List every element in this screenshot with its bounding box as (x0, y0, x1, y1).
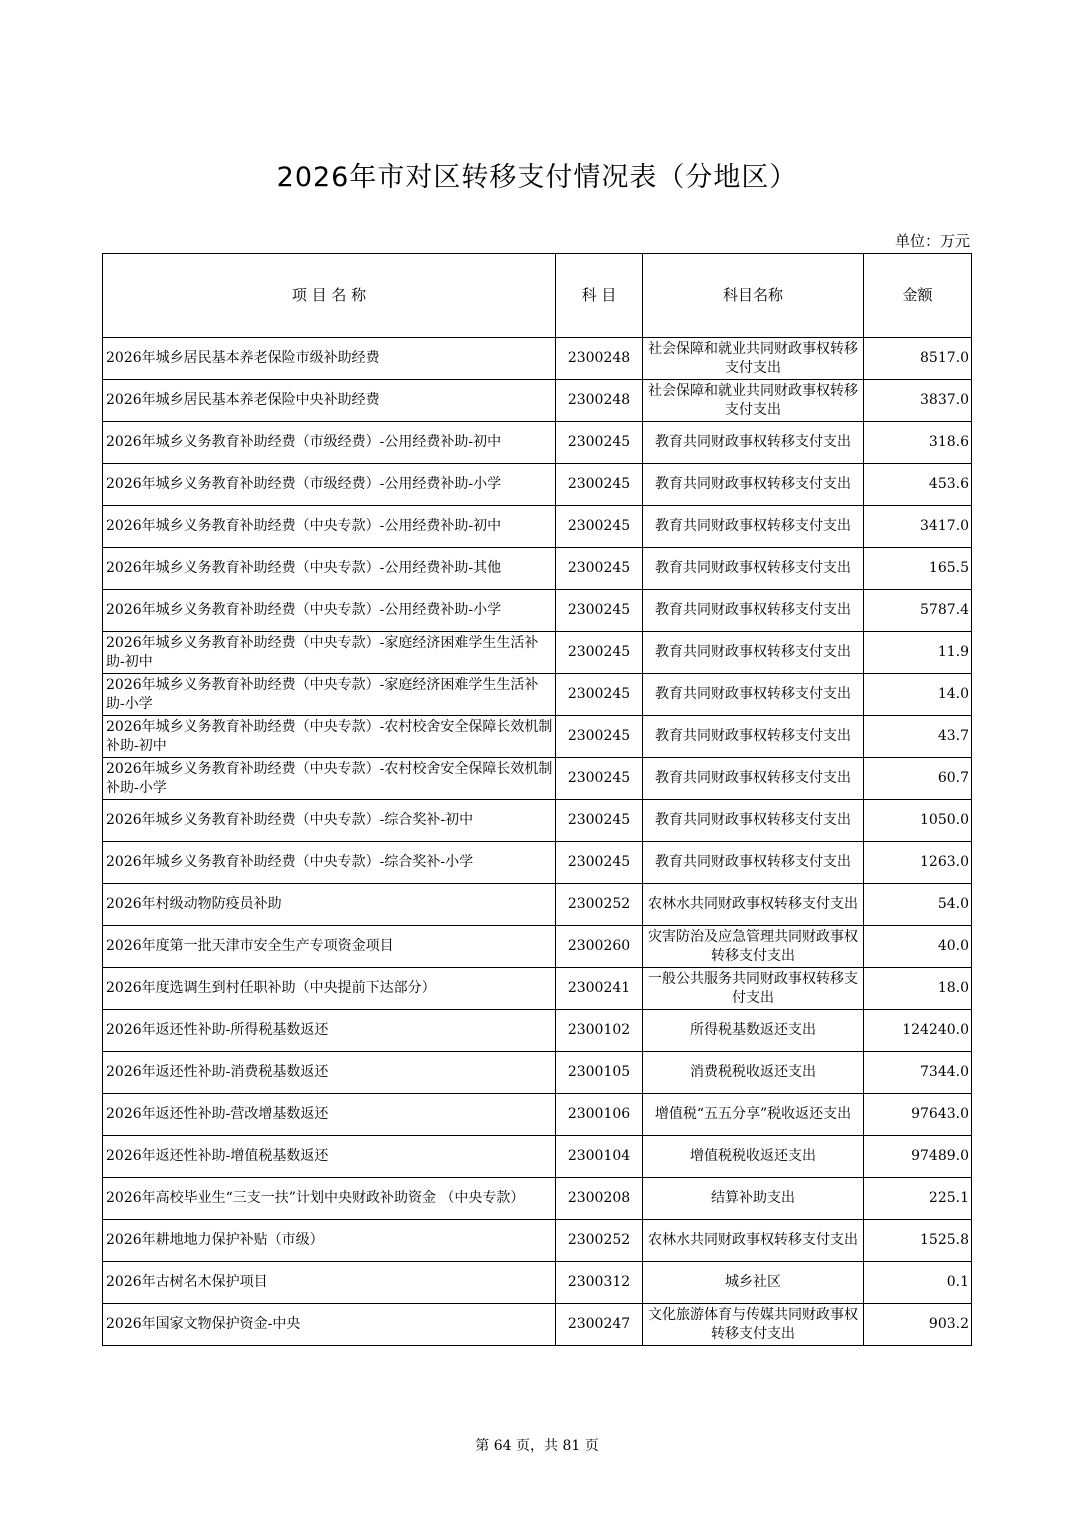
table-row (103, 506, 972, 548)
cell-amount: 97489.0 (864, 1136, 972, 1178)
cell-project-name: 2026年城乡义务教育补助经费（中央专款）-农村校舍安全保障长效机制补助-小学 (103, 758, 556, 800)
cell-amount: 903.2 (864, 1304, 972, 1346)
cell-amount: 318.6 (864, 422, 972, 464)
table-row (103, 1136, 972, 1178)
cell-amount: 1263.0 (864, 842, 972, 884)
page-title: 2026年市对区转移支付情况表（分地区） (276, 162, 798, 193)
cell-project-name: 2026年城乡义务教育补助经费（中央专款）-公用经费补助-初中 (103, 506, 556, 548)
cell-amount: 0.1 (864, 1262, 972, 1304)
cell-project-name: 2026年城乡居民基本养老保险市级补助经费 (103, 338, 556, 380)
cell-subject-name: 所得税基数返还支出 (643, 1010, 864, 1052)
cell-subject-code: 2300248 (556, 380, 643, 422)
cell-subject-code: 2300102 (556, 1010, 643, 1052)
cell-subject-code: 2300252 (556, 884, 643, 926)
table-row (103, 716, 972, 758)
cell-subject-code: 2300248 (556, 338, 643, 380)
header-subject-name: 科目名称 (643, 254, 864, 338)
cell-project-name: 2026年国家文物保护资金-中央 (103, 1304, 556, 1346)
cell-subject-name: 教育共同财政事权转移支付支出 (643, 800, 864, 842)
cell-amount: 8517.0 (864, 338, 972, 380)
cell-subject-name: 教育共同财政事权转移支付支出 (643, 590, 864, 632)
cell-subject-code: 2300245 (556, 548, 643, 590)
header-subject-code: 科 目 (556, 254, 643, 338)
table-row (103, 380, 972, 422)
table-row (103, 338, 972, 380)
cell-amount: 453.6 (864, 464, 972, 506)
header-project-name: 项 目 名 称 (103, 254, 556, 338)
table-body (103, 338, 972, 1346)
table-row (103, 422, 972, 464)
header-amount: 金额 (864, 254, 972, 338)
cell-project-name: 2026年返还性补助-营改增基数返还 (103, 1094, 556, 1136)
cell-subject-code: 2300247 (556, 1304, 643, 1346)
cell-project-name: 2026年城乡义务教育补助经费（市级经费）-公用经费补助-小学 (103, 464, 556, 506)
cell-subject-code: 2300245 (556, 590, 643, 632)
cell-subject-name: 教育共同财政事权转移支付支出 (643, 422, 864, 464)
cell-subject-name: 一般公共服务共同财政事权转移支付支出 (643, 968, 864, 1010)
cell-project-name: 2026年城乡义务教育补助经费（中央专款）-公用经费补助-其他 (103, 548, 556, 590)
cell-amount: 225.1 (864, 1178, 972, 1220)
cell-subject-name: 结算补助支出 (643, 1178, 864, 1220)
cell-subject-code: 2300245 (556, 674, 643, 716)
cell-project-name: 2026年高校毕业生“三支一扶”计划中央财政补助资金 （中央专款） (103, 1178, 556, 1220)
cell-project-name: 2026年村级动物防疫员补助 (103, 884, 556, 926)
cell-amount: 7344.0 (864, 1052, 972, 1094)
cell-subject-code: 2300245 (556, 758, 643, 800)
cell-amount: 165.5 (864, 548, 972, 590)
cell-subject-name: 社会保障和就业共同财政事权转移支付支出 (643, 338, 864, 380)
unit-label: 单位：万元 (894, 232, 970, 250)
cell-project-name: 2026年城乡义务教育补助经费（中央专款）-综合奖补-小学 (103, 842, 556, 884)
table-header-row (103, 254, 972, 338)
cell-subject-code: 2300252 (556, 1220, 643, 1262)
cell-project-name: 2026年度选调生到村任职补助（中央提前下达部分） (103, 968, 556, 1010)
cell-amount: 1525.8 (864, 1220, 972, 1262)
table-row (103, 926, 972, 968)
cell-project-name: 2026年度第一批天津市安全生产专项资金项目 (103, 926, 556, 968)
cell-subject-code: 2300245 (556, 632, 643, 674)
cell-subject-code: 2300245 (556, 422, 643, 464)
cell-amount: 60.7 (864, 758, 972, 800)
cell-project-name: 2026年城乡义务教育补助经费（市级经费）-公用经费补助-初中 (103, 422, 556, 464)
page-footer: 第 64 页，共 81 页 (475, 1438, 599, 1454)
cell-amount: 54.0 (864, 884, 972, 926)
cell-amount: 124240.0 (864, 1010, 972, 1052)
table-row (103, 1052, 972, 1094)
cell-amount: 97643.0 (864, 1094, 972, 1136)
cell-subject-name: 教育共同财政事权转移支付支出 (643, 632, 864, 674)
cell-subject-code: 2300245 (556, 464, 643, 506)
cell-subject-code: 2300208 (556, 1178, 643, 1220)
cell-subject-code: 2300260 (556, 926, 643, 968)
cell-amount: 18.0 (864, 968, 972, 1010)
cell-project-name: 2026年返还性补助-所得税基数返还 (103, 1010, 556, 1052)
cell-subject-name: 教育共同财政事权转移支付支出 (643, 506, 864, 548)
table-row (103, 590, 972, 632)
cell-subject-name: 增值税“五五分享”税收返还支出 (643, 1094, 864, 1136)
cell-subject-name: 教育共同财政事权转移支付支出 (643, 548, 864, 590)
table-row (103, 758, 972, 800)
cell-project-name: 2026年耕地地力保护补贴（市级） (103, 1220, 556, 1262)
cell-project-name: 2026年城乡义务教育补助经费（中央专款）-综合奖补-初中 (103, 800, 556, 842)
cell-subject-name: 教育共同财政事权转移支付支出 (643, 758, 864, 800)
transfer-payment-table (102, 253, 972, 1346)
cell-subject-code: 2300245 (556, 800, 643, 842)
table-row (103, 968, 972, 1010)
table-row (103, 842, 972, 884)
cell-amount: 3837.0 (864, 380, 972, 422)
cell-project-name: 2026年城乡义务教育补助经费（中央专款）-家庭经济困难学生生活补助-初中 (103, 632, 556, 674)
cell-project-name: 2026年古树名木保护项目 (103, 1262, 556, 1304)
cell-subject-name: 教育共同财政事权转移支付支出 (643, 674, 864, 716)
cell-subject-code: 2300245 (556, 716, 643, 758)
table-row (103, 464, 972, 506)
cell-subject-name: 农林水共同财政事权转移支付支出 (643, 1220, 864, 1262)
cell-amount: 11.9 (864, 632, 972, 674)
table-row (103, 1262, 972, 1304)
table-row (103, 548, 972, 590)
cell-subject-name: 城乡社区 (643, 1262, 864, 1304)
table-row (103, 800, 972, 842)
cell-subject-name: 增值税税收返还支出 (643, 1136, 864, 1178)
cell-subject-name: 社会保障和就业共同财政事权转移支付支出 (643, 380, 864, 422)
cell-project-name: 2026年城乡义务教育补助经费（中央专款）-农村校舍安全保障长效机制补助-初中 (103, 716, 556, 758)
cell-project-name: 2026年返还性补助-增值税基数返还 (103, 1136, 556, 1178)
cell-subject-code: 2300105 (556, 1052, 643, 1094)
cell-subject-name: 文化旅游体育与传媒共同财政事权转移支付支出 (643, 1304, 864, 1346)
cell-subject-name: 教育共同财政事权转移支付支出 (643, 716, 864, 758)
cell-subject-code: 2300245 (556, 842, 643, 884)
cell-project-name: 2026年城乡义务教育补助经费（中央专款）-公用经费补助-小学 (103, 590, 556, 632)
table-row (103, 1220, 972, 1262)
table-row (103, 884, 972, 926)
cell-amount: 3417.0 (864, 506, 972, 548)
cell-amount: 1050.0 (864, 800, 972, 842)
cell-project-name: 2026年返还性补助-消费税基数返还 (103, 1052, 556, 1094)
cell-subject-code: 2300312 (556, 1262, 643, 1304)
cell-subject-code: 2300106 (556, 1094, 643, 1136)
table-row (103, 1010, 972, 1052)
table-row (103, 1304, 972, 1346)
table-row (103, 1178, 972, 1220)
cell-subject-code: 2300245 (556, 506, 643, 548)
cell-subject-name: 灾害防治及应急管理共同财政事权转移支付支出 (643, 926, 864, 968)
cell-project-name: 2026年城乡义务教育补助经费（中央专款）-家庭经济困难学生生活补助-小学 (103, 674, 556, 716)
cell-subject-name: 教育共同财政事权转移支付支出 (643, 464, 864, 506)
cell-project-name: 2026年城乡居民基本养老保险中央补助经费 (103, 380, 556, 422)
cell-subject-name: 消费税税收返还支出 (643, 1052, 864, 1094)
cell-amount: 14.0 (864, 674, 972, 716)
table-row (103, 632, 972, 674)
cell-subject-code: 2300104 (556, 1136, 643, 1178)
cell-subject-name: 教育共同财政事权转移支付支出 (643, 842, 864, 884)
table-row (103, 674, 972, 716)
table-row (103, 1094, 972, 1136)
cell-amount: 5787.4 (864, 590, 972, 632)
cell-subject-code: 2300241 (556, 968, 643, 1010)
cell-subject-name: 农林水共同财政事权转移支付支出 (643, 884, 864, 926)
cell-amount: 43.7 (864, 716, 972, 758)
cell-amount: 40.0 (864, 926, 972, 968)
